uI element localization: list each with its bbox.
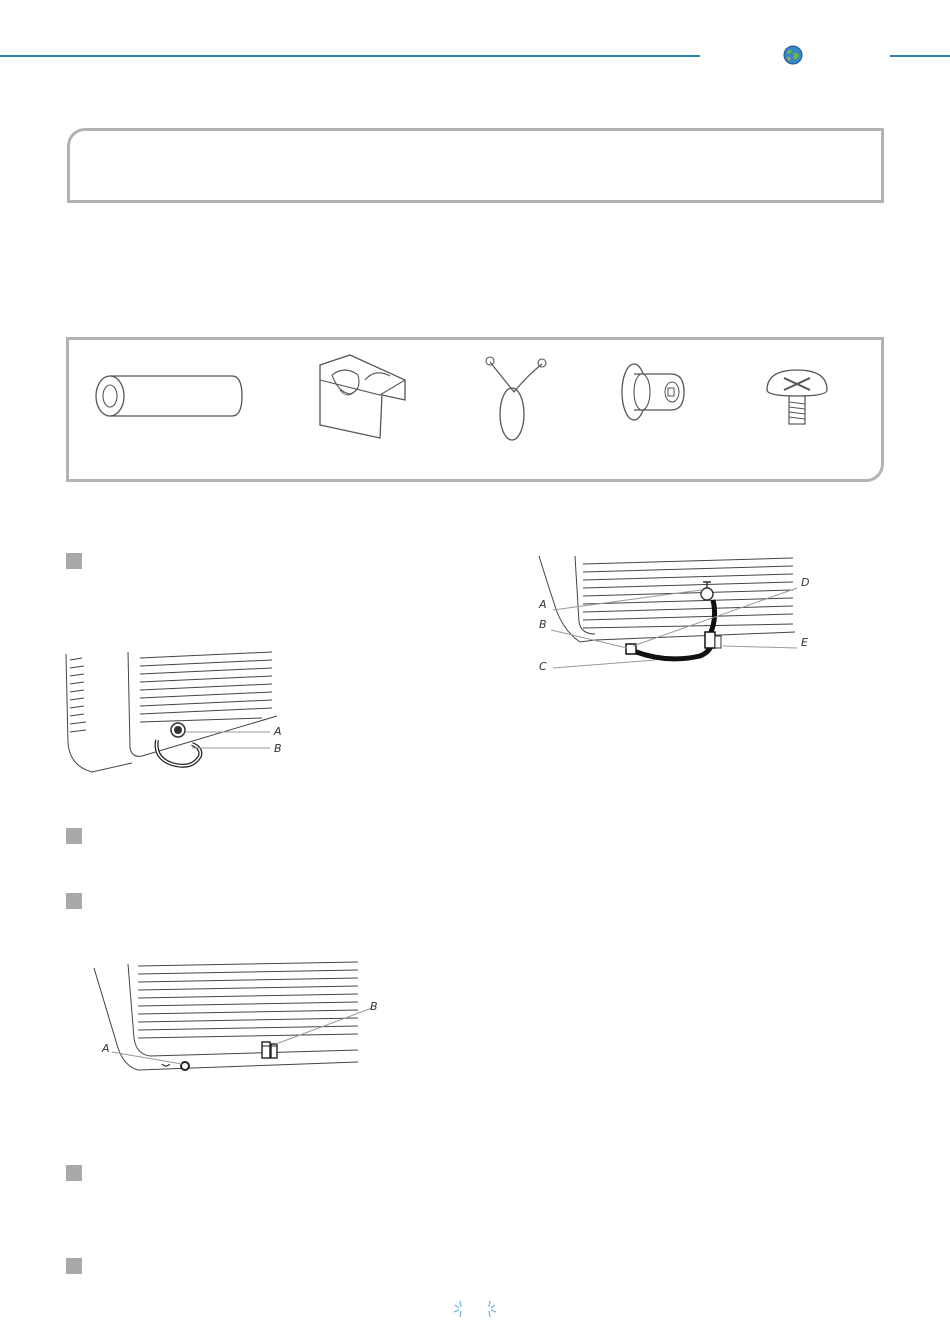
globe-icon — [783, 45, 803, 65]
callout-a: A — [539, 598, 547, 611]
drain-cap-icon — [616, 358, 691, 426]
screw-icon — [762, 362, 832, 428]
callout-c: C — [539, 660, 547, 673]
note-box — [67, 128, 884, 203]
callout-d: D — [801, 576, 810, 589]
callout-b: B — [539, 618, 547, 631]
step-bullet — [66, 1165, 82, 1181]
step-bullet — [66, 828, 82, 844]
callout-a: A — [274, 725, 282, 738]
callout-b: B — [274, 742, 282, 755]
figure-drain-hose-side — [62, 648, 302, 778]
figure-hose-routing — [535, 552, 815, 677]
sparkle-icon — [452, 1300, 468, 1318]
step-bullet — [66, 1258, 82, 1274]
header-rule-left — [0, 55, 700, 57]
figure-drain-outlet — [90, 958, 385, 1080]
callout-b: B — [370, 1000, 378, 1013]
wire-tie-icon — [482, 352, 552, 444]
sparkle-icon — [482, 1300, 498, 1318]
callout-a: A — [102, 1042, 110, 1055]
step-bullet — [66, 893, 82, 909]
callout-e: E — [801, 636, 808, 649]
step-bullet — [66, 553, 82, 569]
hose-extension-tube-icon — [92, 372, 247, 420]
hose-clip-icon — [310, 350, 410, 440]
header-rule-right — [890, 55, 950, 57]
